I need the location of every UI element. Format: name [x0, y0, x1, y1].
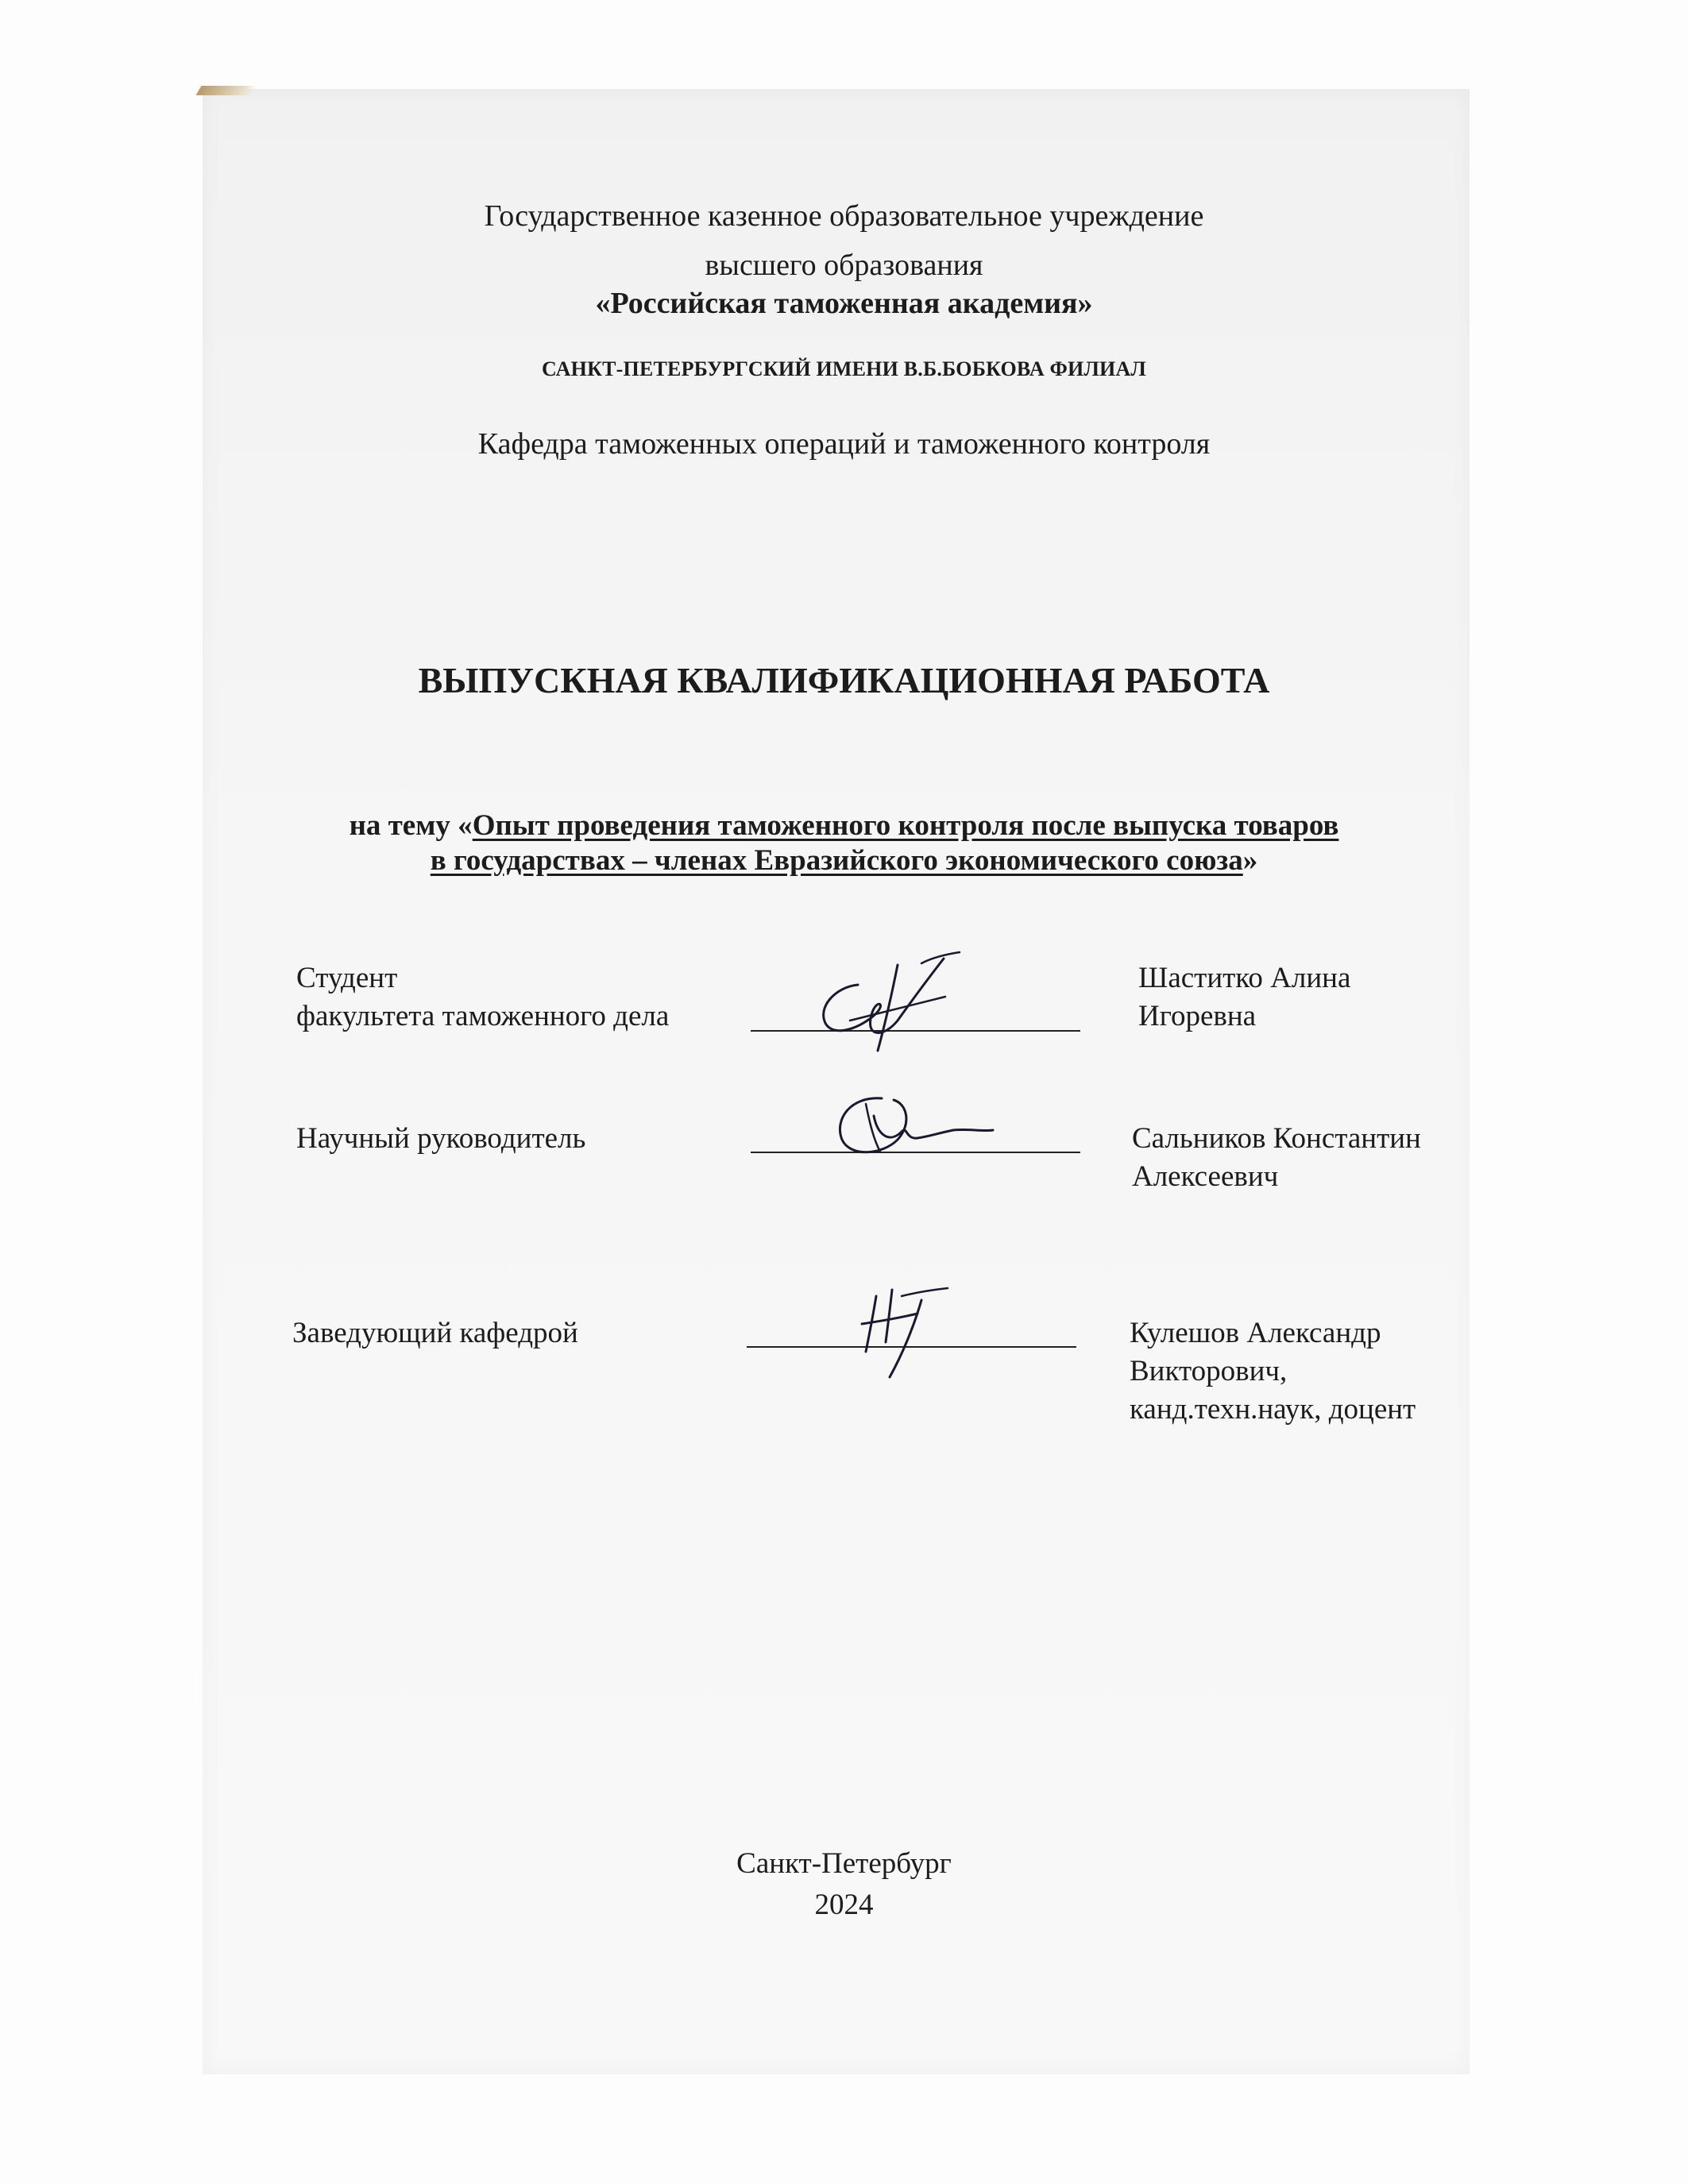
student-name-line-1: Шаститко Алина: [1138, 962, 1351, 994]
footer-city: Санкт-Петербург: [736, 1847, 952, 1880]
header-line-1: Государственное казенное образовательное учреждение: [484, 199, 1204, 233]
head-name-line-3: канд.техн.наук, доцент: [1130, 1393, 1416, 1426]
student-signature: [802, 949, 961, 1060]
supervisor-signature: [818, 1076, 1001, 1171]
academy-name: «Российская таможенная академия»: [595, 287, 1093, 320]
supervisor-name-line-2: Алексеевич: [1132, 1160, 1279, 1193]
paper-corner-tab: [196, 86, 257, 95]
student-role-line-1: Студент: [296, 962, 398, 994]
department-name: Кафедра таможенных операций и таможенного контроля: [477, 427, 1211, 461]
head-name-line-2: Викторович,: [1130, 1355, 1288, 1387]
topic-text-1: Опыт проведения таможенного контроля после выпуска товаров: [472, 809, 1339, 842]
header-line-2: высшего образования: [705, 249, 983, 282]
topic-line-2: [0, 843, 1688, 878]
student-role-line-2: факультета таможенного дела: [296, 1000, 670, 1032]
branch-name: САНКТ-ПЕТЕРБУРГСКИЙ ИМЕНИ В.Б.БОБКОВА ФИЛИАЛ: [542, 357, 1146, 380]
document-title: ВЫПУСКНАЯ КВАЛИФИКАЦИОННАЯ РАБОТА: [418, 660, 1270, 700]
topic-text-2: в государствах – членах Евразийского экономического союза: [430, 844, 1243, 877]
supervisor-name-line-1: Сальников Константин: [1132, 1122, 1421, 1155]
head-role: Заведующий кафедрой: [292, 1317, 578, 1349]
head-signature: [854, 1280, 957, 1383]
topic-line-1: [0, 808, 1688, 843]
topic-prefix: на тему «: [349, 809, 473, 842]
student-name-line-2: Игоревна: [1138, 1000, 1257, 1032]
head-name-line-1: Кулешов Александр: [1130, 1317, 1381, 1349]
footer-year: 2024: [814, 1889, 874, 1921]
supervisor-role: Научный руководитель: [296, 1122, 586, 1155]
topic-suffix: »: [1242, 844, 1258, 877]
